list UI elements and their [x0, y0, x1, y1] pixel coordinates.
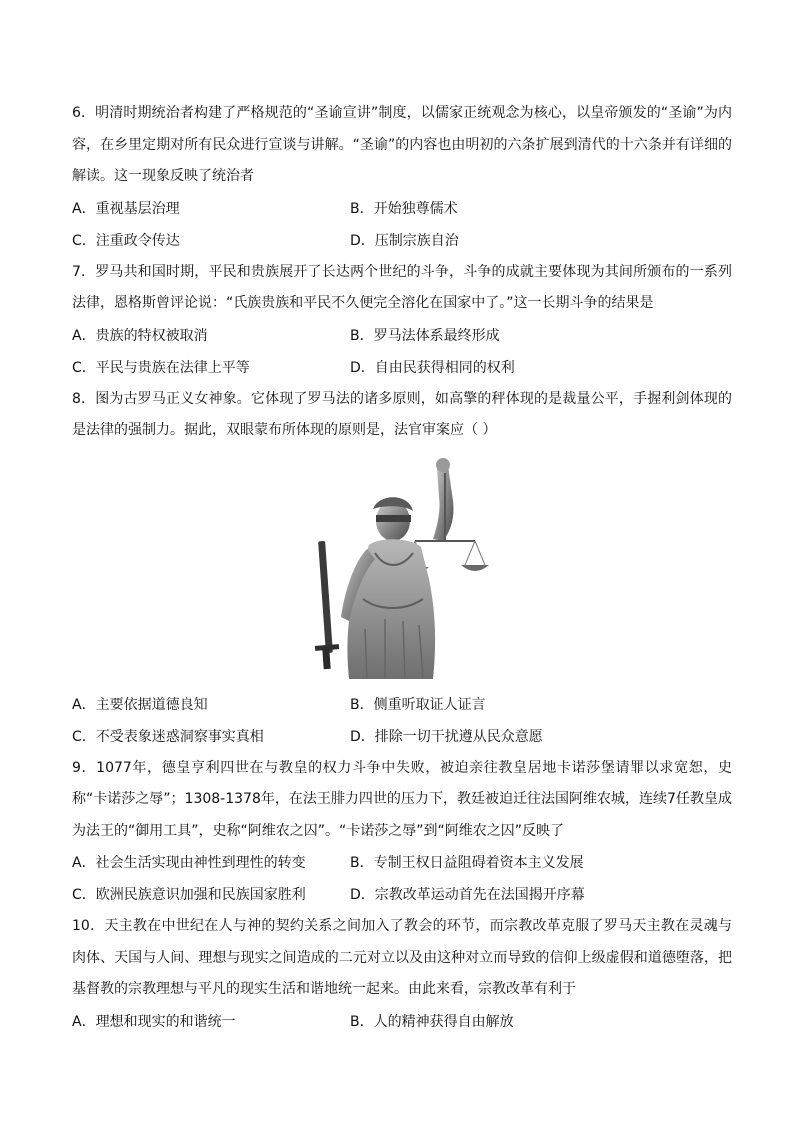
question-8-options	[72, 689, 732, 753]
exam-page	[72, 98, 732, 1038]
question-9-options	[72, 847, 732, 911]
question-8-stem: 8．图为古罗马正义女神象。它体现了罗马法的诸多原则，如高擎的秤体现的是裁量公平，手握利剑体现的是法律的强制力。据此，双眼蒙布所体现的原则是，法官审案应（ ）	[72, 390, 732, 438]
option-b: B．侧重听取证人证言	[350, 696, 486, 713]
option-a: A．主要依据道德良知	[72, 696, 208, 713]
option-d: D．压制宗族自治	[350, 232, 459, 249]
option-a: A．社会生活实现由神性到理性的转变	[72, 855, 306, 871]
question-6-options	[72, 193, 732, 257]
question-7-options	[72, 320, 732, 384]
question-8	[72, 384, 732, 753]
option-b: B．开始独尊儒术	[350, 200, 458, 217]
question-6-stem: 6．明清时期统治者构建了严格规范的“圣谕宣讲”制度，以儒家正统观念为核心，以皇帝颁发的“圣谕”为内容，在乡里定期对所有民众进行宣谈与讲解。“圣谕”的内容也由明初的六条扩展到清代的十六条并有详细的解读。这一现象反映了统治者	[72, 105, 732, 184]
option-b: B．专制王权日益阻碍着资本主义发展	[350, 855, 584, 871]
justice-statue-photo	[305, 449, 505, 679]
question-10-options	[72, 1006, 732, 1038]
option-c: C．不受表象迷惑洞察事实真相	[72, 728, 264, 745]
option-c: C．欧洲民族意识加强和民族国家胜利	[72, 887, 306, 903]
option-a: A．重视基层治理	[72, 200, 180, 217]
question-7-stem: 7．罗马共和国时期，平民和贵族展开了长达两个世纪的斗争，斗争的成就主要体现为其间所颁布的一系列法律，恩格斯曾评论说：“氏族贵族和平民不久便完全溶化在国家中了。”这一长期斗争的结果是	[72, 263, 732, 311]
question-7	[72, 257, 732, 384]
question-10	[72, 911, 732, 1038]
option-d: D．自由民获得相同的权利	[350, 359, 515, 376]
option-b: B．罗马法体系最终形成	[350, 327, 500, 344]
question-9	[72, 753, 732, 912]
option-a: A．理想和现实的和谐统一	[72, 1013, 236, 1030]
question-9-stem: 9．1077年，德皇亨利四世在与教皇的权力斗争中失败，被迫亲往教皇居地卡诺莎堡请罪以求宽恕，史称“卡诺莎之辱”；1308-1378年，在法王腓力四世的压力下，教廷被迫迁往法国阿维农城，连续7任教皇成为法王的“御用工具”，史称“阿维农之囚”。“卡诺莎之辱”到“阿维农之囚”反映了	[72, 759, 732, 839]
option-b: B．人的精神获得自由解放	[350, 1013, 514, 1030]
option-a: A．贵族的特权被取消	[72, 327, 208, 344]
option-c: C．平民与贵族在法律上平等	[72, 359, 250, 376]
question-10-stem: 10．天主教在中世纪在人与神的契约关系之间加入了教会的环节，而宗教改革克服了罗马天主教在灵魂与肉体、天国与人间、理想与现实之间造成的二元对立以及由这种对立而导致的信仰上级虚假和道德堕落，把基督教的宗教理想与平凡的现实生活和谐地统一起来。由此来看，宗教改革有利于	[72, 918, 732, 997]
question-6	[72, 98, 732, 257]
option-c: C．注重政令传达	[72, 232, 180, 249]
option-d: D．宗教改革运动首先在法国揭开序幕	[350, 887, 585, 903]
justice-statue-figure	[72, 449, 732, 681]
option-d: D．排除一切干扰遵从民众意愿	[350, 728, 543, 745]
